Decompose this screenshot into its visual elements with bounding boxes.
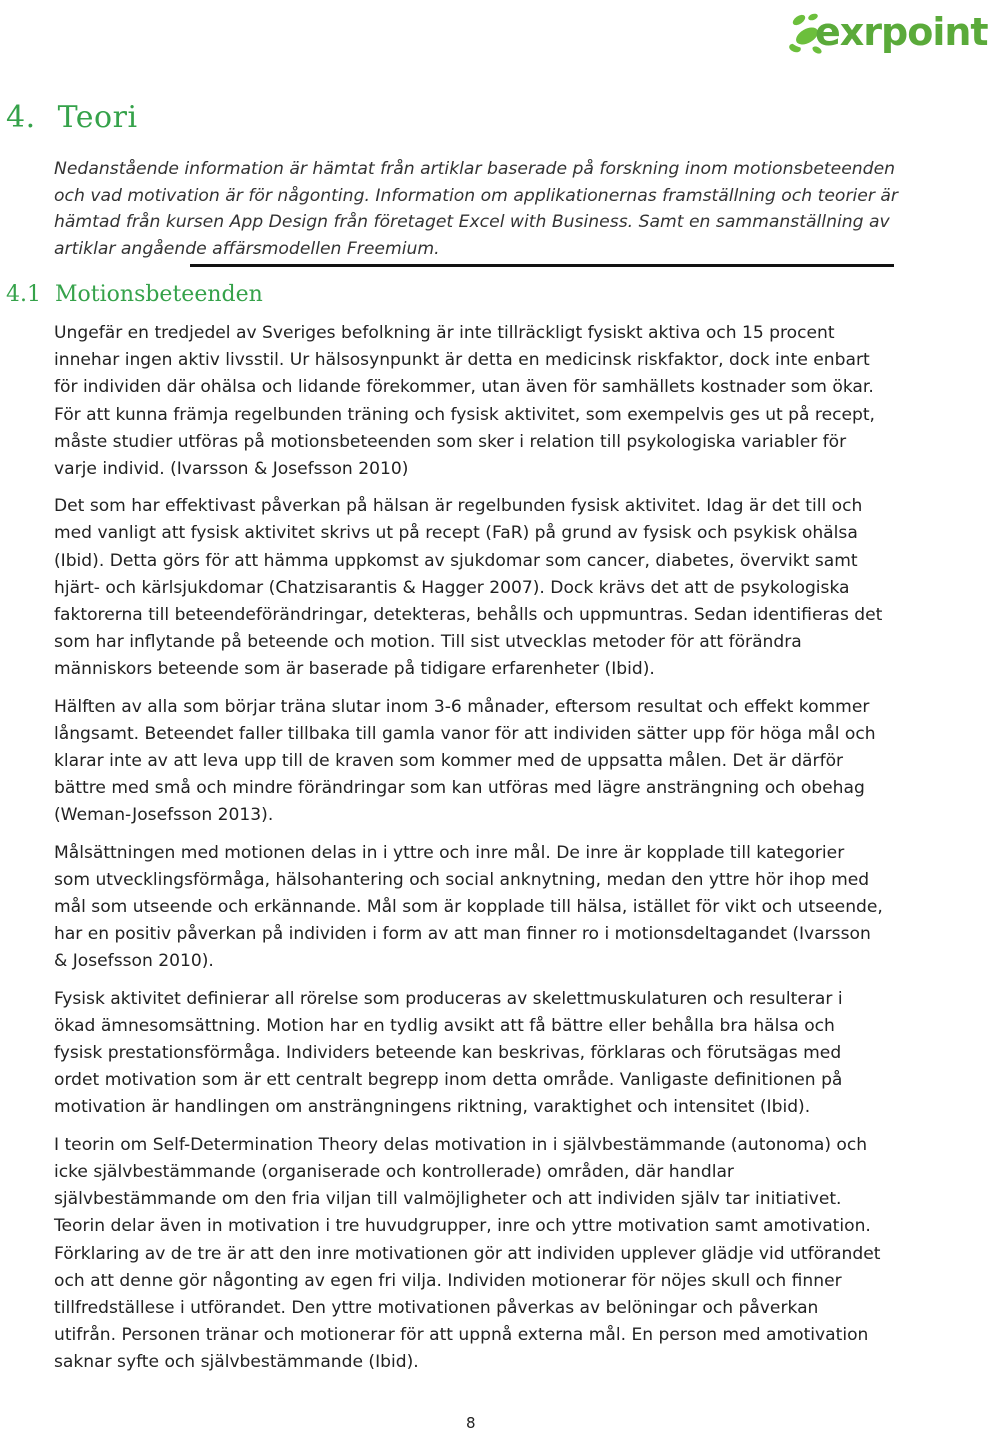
body-paragraph: Målsättningen med motionen delas in i yttre och inre mål. De inre är kopplade till kategorier som utvecklingsförmåga, hälsohantering och social anknytning, medan den yttre hör ihop med mål som utseende och erkännande. Mål som är kopplade till hälsa, istället för vikt och utseende, har en positiv påverkan på individen i form av att man finner ro i motionsdeltagandet (Ivarsson & Josefsson 2010). [54,842,883,972]
exrpoint-logo [777,4,988,64]
body-paragraph: I teorin om Self-Determination Theory delas motivation in i självbestämmande (autonoma) och icke självbestämmande (organiserade och kontrollerade) områden, där handlar självbestämmande om den fria viljan till valmöjligheter och att individen själv tar initiativet. Teorin delar även in motivation i tre huvudgrupper, inre och yttre motivation samt amotivation. Förklaring av de tre är att den inre motivationen gör att individen upplever glädje vid utförandet och att denne gör någonting av egen fri vilja. Individen motionerar för nöjes skull och finner tillfredställese i utförandet. Den yttre motivationen påverkas av belöningar och påverkan utifrån. Personen tränar och motionerar för att uppnå externa mål. En person med amotivation saknar syfte och självbestämmande (Ibid). [54,1134,881,1373]
body-paragraph: Hälften av alla som börjar träna slutar inom 3-6 månader, eftersom resultat och effekt kommer långsamt. Beteendet faller tillbaka till gamla vanor för att individen sätter upp för höga mål och klarar inte av att leva upp till de kraven som kommer med de uppsatta målen. Det är därför bättre med små och mindre förändringar som kan utföras med lägre ansträngning och obehag (Weman-Josefsson 2013). [54,696,876,826]
body-paragraph: Ungefär en tredjedel av Sveriges befolkning är inte tillräckligt fysiskt aktiva och 15 procent innehar ingen aktiv livsstil. Ur hälsosynpunkt är detta en medicinsk riskfaktor, dock inte enbart för individen där ohälsa och lidande förekommer, utan även för samhällets kostnader som ökar. För att kunna främja regelbunden träning och fysisk aktivitet, som exempelvis ges ut på recept, måste studier utföras på motionsbeteenden som sker i relation till psykologiska variabler för varje individ. (Ivarsson & Josefsson 2010) [54,323,875,480]
section-heading [6,282,263,307]
intro-paragraph: Nedanstående information är hämtat från artiklar baserade på forskning inom motionsbeteenden och vad motivation är för någonting. Information om applikationernas framställning och teorier är hämtad från kursen App Design från företaget Excel with Business. Samt en sammanställning av artiklar angående affärsmodellen Freemium. [54,159,898,259]
body-paragraph: Fysisk aktivitet definierar all rörelse som produceras av skelettmuskulaturen och resulterar i ökad ämnesomsättning. Motion har en tydlig avsikt att få bättre eller behålla bra hälsa och fysisk prestationsförmåga. Individers beteende kan beskrivas, förklaras och förutsägas med ordet motivation som är ett centralt begrepp inom detta område. Vanligaste definitionen på motivation är handlingen om ansträngningens riktning, varaktighet och intensitet (Ibid). [54,988,843,1118]
horizontal-rule [190,264,894,267]
section-title: Motionsbeteenden [55,282,263,307]
chapter-heading [6,100,138,135]
body-paragraph: Det som har effektivast påverkan på hälsan är regelbunden fysisk aktivitet. Idag är det till och med vanligt att fysisk aktivitet skrivs ut på recept (FaR) på grund av fysisk och psykisk ohälsa (Ibid). Detta görs för att hämma uppkomst av sjukdomar som cancer, diabetes, övervikt samt hjärt- och kärlsjukdomar (Chatzisarantis & Hagger 2007). Dock krävs det att de psykologiska faktorerna till beteendeförändringar, detekteras, behålls och uppmuntras. Sedan identifieras det som har inflytande på beteende och motion. Till sist utvecklas metoder för att förändra människors beteende som är baserade på tidigare erfarenheter (Ibid). [54,496,883,680]
chapter-number: 4. [6,100,36,135]
logo-text: exrpoint [815,10,988,54]
section-number: 4.1 [6,282,41,307]
page-number: 8 [466,1414,476,1432]
section-body [54,320,884,1387]
chapter-title: Teori [57,100,138,135]
